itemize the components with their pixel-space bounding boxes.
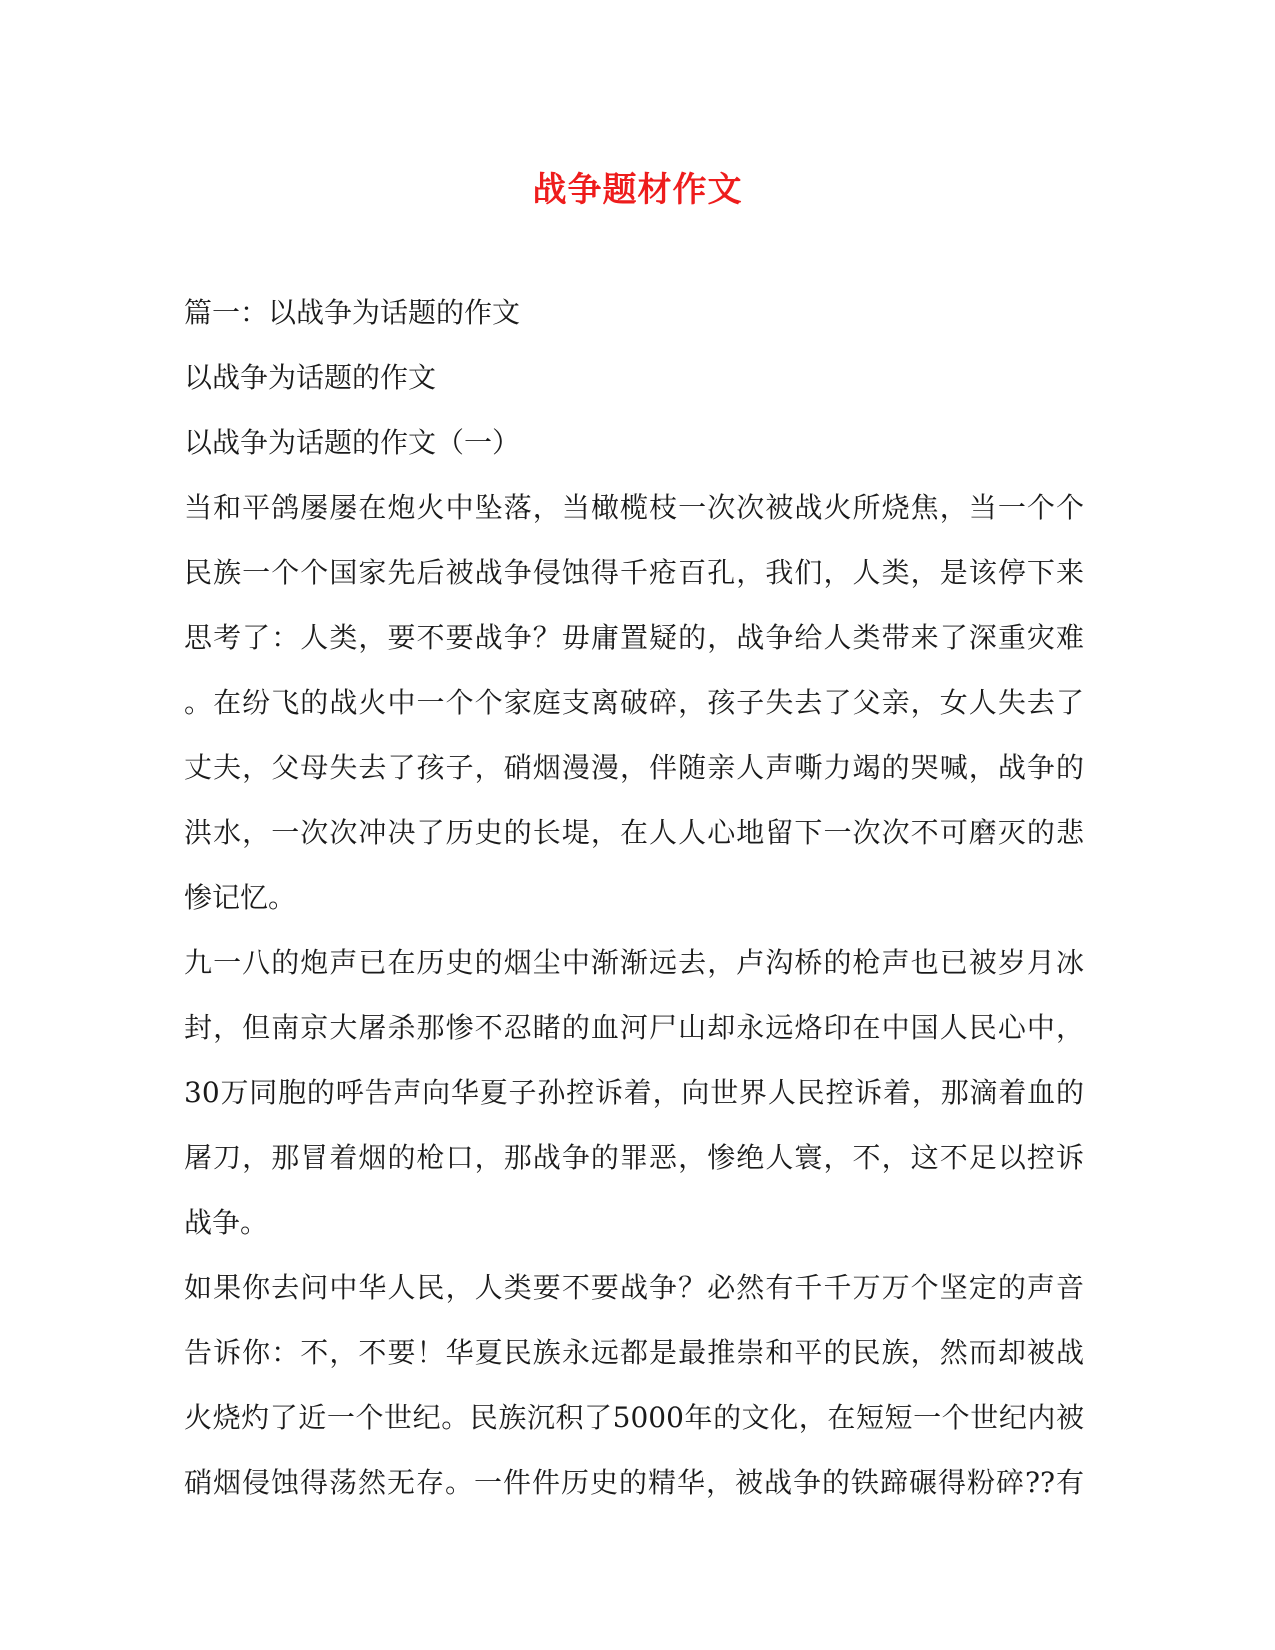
- paragraph-line: 屠刀，那冒着烟的枪口，那战争的罪恶，惨绝人寰，不，这不足以控诉: [184, 1141, 1084, 1174]
- paragraph-1: [184, 475, 1084, 930]
- paragraph-line: 思考了：人类，要不要战争？毋庸置疑的，战争给人类带来了深重灾难: [184, 621, 1084, 654]
- heading-part-one: 以战争为话题的作文（一）: [184, 426, 521, 459]
- paragraph-line: 丈夫，父母失去了孩子，硝烟漫漫，伴随亲人声嘶力竭的哭喊，战争的: [184, 751, 1084, 784]
- paragraph-line: 如果你去问中华人民，人类要不要战争？必然有千千万万个坚定的声音: [184, 1271, 1084, 1304]
- paragraph-line: 九一八的炮声已在历史的烟尘中渐渐远去，卢沟桥的枪声也已被岁月冰: [184, 946, 1084, 979]
- paragraph-line: 惨记忆。: [184, 881, 297, 914]
- paragraph-line: 战争。: [184, 1206, 269, 1239]
- heading-topic: 以战争为话题的作文: [184, 361, 437, 394]
- paragraph-line: 火烧灼了近一个世纪。民族沉积了5000年的文化，在短短一个世纪内被: [184, 1401, 1084, 1434]
- page-title: 战争题材作文: [532, 170, 743, 210]
- paragraph-line: 封，但南京大屠杀那惨不忍睹的血河尸山却永远烙印在中国人民心中，: [184, 1011, 1084, 1044]
- paragraph-line: 硝烟侵蚀得荡然无存。一件件历史的精华，被战争的铁蹄碾得粉碎??有: [184, 1466, 1084, 1499]
- paragraph-line: 30万同胞的呼告声向华夏子孙控诉着，向世界人民控诉着，那滴着血的: [184, 1076, 1084, 1109]
- paragraph-line: 洪水，一次次冲决了历史的长堤，在人人心地留下一次次不可磨灭的悲: [184, 816, 1084, 849]
- paragraph-line: 当和平鸽屡屡在炮火中坠落，当橄榄枝一次次被战火所烧焦，当一个个: [184, 491, 1084, 524]
- paragraph-2: [184, 930, 1084, 1255]
- paragraph-3: [184, 1255, 1084, 1515]
- document-body: [184, 280, 1084, 1515]
- paragraph-line: 民族一个个国家先后被战争侵蚀得千疮百孔，我们，人类，是该停下来: [184, 556, 1084, 589]
- paragraph-line: 。在纷飞的战火中一个个家庭支离破碎，孩子失去了父亲，女人失去了: [184, 686, 1084, 719]
- heading-chapter: 篇一：以战争为话题的作文: [184, 296, 521, 329]
- paragraph-line: 告诉你：不，不要！华夏民族永远都是最推崇和平的民族，然而却被战: [184, 1336, 1084, 1369]
